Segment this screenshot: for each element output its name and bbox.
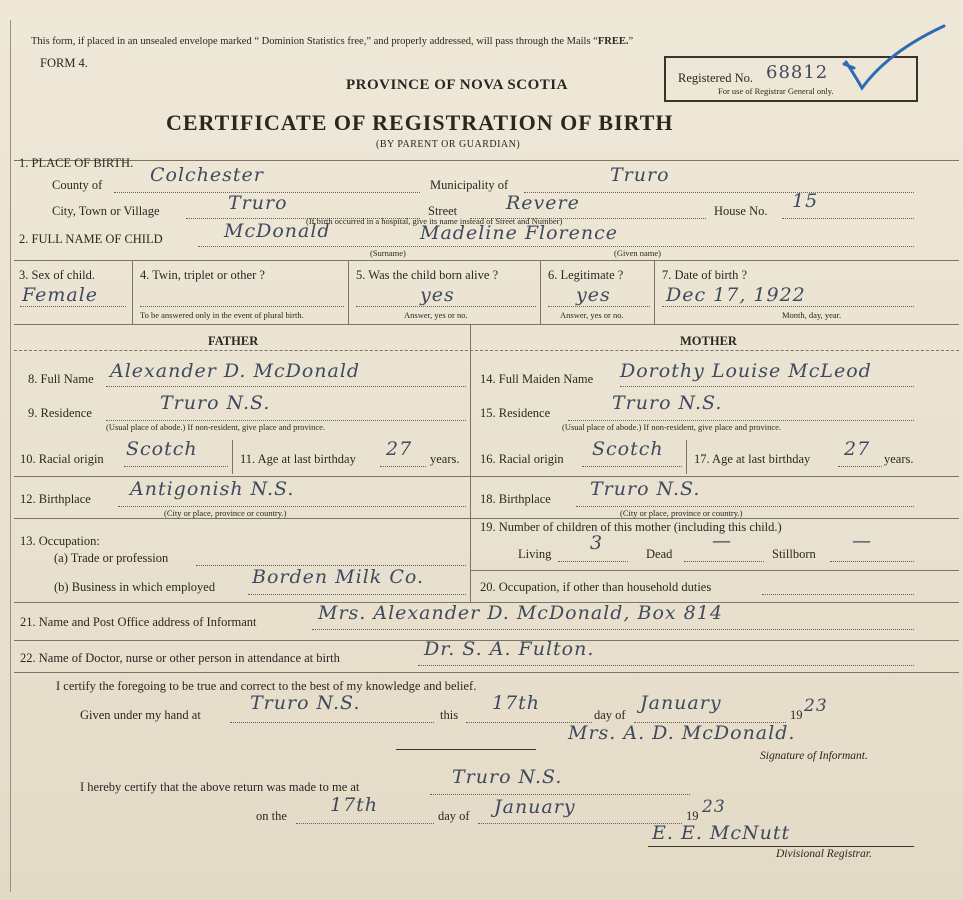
twin-label: 4. Twin, triplet or other ? bbox=[140, 268, 265, 282]
sex-value: Female bbox=[22, 284, 99, 306]
father-birthplace-note: (City or place, province or country.) bbox=[164, 508, 287, 518]
registrar-signature: E. E. McNutt bbox=[652, 822, 791, 844]
father-racial-value: Scotch bbox=[126, 438, 198, 460]
business-value: Borden Milk Co. bbox=[252, 566, 425, 588]
mother-residence-label: 15. Residence bbox=[480, 406, 551, 420]
informant-signature: Mrs. A. D. McDonald. bbox=[568, 722, 796, 744]
given-month-value: January bbox=[640, 692, 722, 714]
legitimate-label: 6. Legitimate ? bbox=[548, 268, 624, 282]
form-number: FORM 4. bbox=[40, 56, 88, 70]
mailing-free: FREE. bbox=[597, 36, 629, 47]
page-edge-rule bbox=[10, 20, 11, 892]
born-alive-value: yes bbox=[420, 284, 455, 306]
father-age-value: 27 bbox=[386, 438, 413, 460]
mother-name-value: Dorothy Louise McLeod bbox=[620, 360, 872, 382]
street-value: Revere bbox=[506, 192, 580, 214]
mailing-note-end: ” bbox=[628, 36, 634, 47]
county-label: County of bbox=[52, 178, 103, 192]
mother-birthplace-value: Truro N.S. bbox=[590, 478, 701, 500]
given-under-label: Given under my hand at bbox=[80, 708, 201, 722]
born-alive-label: 5. Was the child born alive ? bbox=[356, 268, 499, 282]
father-birthplace-label: 12. Birthplace bbox=[20, 492, 91, 506]
father-residence-label: 9. Residence bbox=[28, 406, 92, 420]
mother-residence-note: (Usual place of abode.) If non-resident, give place and province. bbox=[562, 422, 782, 432]
father-residence-value: Truro N.S. bbox=[160, 392, 271, 414]
registrar-use-note: For use of Registrar General only. bbox=[718, 86, 834, 96]
mailing-note-text: This form, if placed in an unsealed envelope marked “ Dominion Statistics free,” and properly addressed, will pass through the Mails “ bbox=[31, 36, 598, 47]
mother-birthplace-label: 18. Birthplace bbox=[480, 492, 551, 506]
registered-label: Registered No. bbox=[678, 71, 753, 85]
city-label: City, Town or Village bbox=[52, 204, 160, 218]
father-age-label: 11. Age at last birthday bbox=[240, 452, 356, 466]
on-the-label: on the bbox=[256, 809, 287, 823]
house-number-label: House No. bbox=[714, 204, 768, 218]
doctor-value: Dr. S. A. Fulton. bbox=[424, 638, 595, 660]
this-label: this bbox=[440, 708, 459, 722]
father-age-years: years. bbox=[430, 452, 460, 466]
mother-residence-value: Truro N.S. bbox=[612, 392, 723, 414]
surname-caption: (Surname) bbox=[370, 248, 406, 258]
informant-value: Mrs. Alexander D. McDonald, Box 814 bbox=[318, 602, 723, 624]
mother-birthplace-note: (City or place, province or country.) bbox=[620, 508, 743, 518]
mother-age-value: 27 bbox=[844, 438, 871, 460]
registrar-place-value: Truro N.S. bbox=[452, 766, 563, 788]
legitimate-note: Answer, yes or no. bbox=[560, 310, 624, 320]
registrar-month-value: January bbox=[494, 796, 576, 818]
legitimate-value: yes bbox=[576, 284, 611, 306]
mother-heading: MOTHER bbox=[680, 334, 737, 348]
stillborn-value: — bbox=[852, 530, 872, 552]
county-value: Colchester bbox=[150, 164, 264, 186]
father-heading: FATHER bbox=[208, 334, 259, 348]
municipality-value: Truro bbox=[610, 164, 670, 186]
given-place-value: Truro N.S. bbox=[250, 692, 361, 714]
registrar-year-value: 23 bbox=[702, 797, 726, 817]
father-birthplace-value: Antigonish N.S. bbox=[130, 478, 295, 500]
sex-label: 3. Sex of child. bbox=[19, 268, 96, 282]
province-heading: PROVINCE OF NOVA SCOTIA bbox=[346, 77, 568, 93]
mother-age-label: 17. Age at last birthday bbox=[694, 452, 811, 466]
date-of-birth-value: Dec 17, 1922 bbox=[666, 284, 806, 306]
checkmark-icon bbox=[840, 22, 950, 102]
father-name-value: Alexander D. McDonald bbox=[110, 360, 361, 382]
mother-racial-value: Scotch bbox=[592, 438, 664, 460]
dead-value: — bbox=[712, 530, 732, 552]
house-number-value: 15 bbox=[792, 190, 819, 212]
registrar-caption: Divisional Registrar. bbox=[776, 848, 872, 860]
certify-statement: I certify the foregoing to be true and correct to the best of my knowledge and belief. bbox=[56, 679, 477, 693]
child-name-label: 2. FULL NAME OF CHILD bbox=[19, 232, 163, 246]
father-residence-note: (Usual place of abode.) If non-resident, give place and province. bbox=[106, 422, 326, 432]
given-year-prefix: 19 bbox=[790, 708, 803, 722]
certificate-subtitle: (BY PARENT OR GUARDIAN) bbox=[376, 139, 521, 150]
date-of-birth-note: Month, day, year. bbox=[782, 310, 842, 320]
date-of-birth-label: 7. Date of birth ? bbox=[662, 268, 748, 282]
stillborn-label: Stillborn bbox=[772, 547, 816, 561]
child-surname-value: McDonald bbox=[224, 220, 331, 242]
child-given-value: Madeline Florence bbox=[420, 222, 619, 244]
given-day-value: 17th bbox=[492, 692, 541, 714]
mother-occupation-label: 20. Occupation, if other than household duties bbox=[480, 580, 712, 594]
informant-signature-caption: Signature of Informant. bbox=[760, 750, 868, 762]
father-name-label: 8. Full Name bbox=[28, 372, 94, 386]
hospital-note: (If birth occurred in a hospital, give its name instead of Street and Number) bbox=[306, 216, 563, 226]
given-name-caption: (Given name) bbox=[614, 248, 661, 258]
divider-top bbox=[14, 160, 959, 161]
occupation-label: 13. Occupation: bbox=[20, 534, 100, 548]
mailing-note bbox=[31, 36, 633, 47]
registrar-day-value: 17th bbox=[330, 794, 379, 816]
doctor-label: 22. Name of Doctor, nurse or other person in attendance at birth bbox=[20, 651, 340, 665]
living-label: Living bbox=[518, 547, 552, 561]
certificate-title: CERTIFICATE OF REGISTRATION OF BIRTH bbox=[166, 110, 674, 135]
given-year-value: 23 bbox=[804, 696, 828, 716]
municipality-label: Municipality of bbox=[430, 178, 509, 192]
mother-racial-label: 16. Racial origin bbox=[480, 452, 564, 466]
registrar-day-of-label: day of bbox=[438, 809, 470, 823]
place-of-birth-label: 1. PLACE OF BIRTH. bbox=[19, 156, 134, 170]
dead-label: Dead bbox=[646, 547, 673, 561]
living-value: 3 bbox=[590, 532, 604, 554]
mother-name-label: 14. Full Maiden Name bbox=[480, 372, 594, 386]
registrar-statement: I hereby certify that the above return was made to me at bbox=[80, 780, 360, 794]
twin-note: To be answered only in the event of plural birth. bbox=[140, 310, 304, 320]
street-label: Street bbox=[428, 204, 458, 218]
registrar-year-prefix: 19 bbox=[686, 809, 699, 823]
city-value: Truro bbox=[228, 192, 288, 214]
children-count-label: 19. Number of children of this mother (including this child.) bbox=[480, 520, 782, 534]
informant-label: 21. Name and Post Office address of Informant bbox=[20, 615, 257, 629]
mother-age-years: years. bbox=[884, 452, 914, 466]
business-label: (b) Business in which employed bbox=[54, 580, 216, 594]
born-alive-note: Answer, yes or no. bbox=[404, 310, 468, 320]
registered-number: 68812 bbox=[766, 62, 829, 83]
father-racial-label: 10. Racial origin bbox=[20, 452, 104, 466]
given-day-of-label: day of bbox=[594, 708, 626, 722]
trade-label: (a) Trade or profession bbox=[54, 551, 169, 565]
